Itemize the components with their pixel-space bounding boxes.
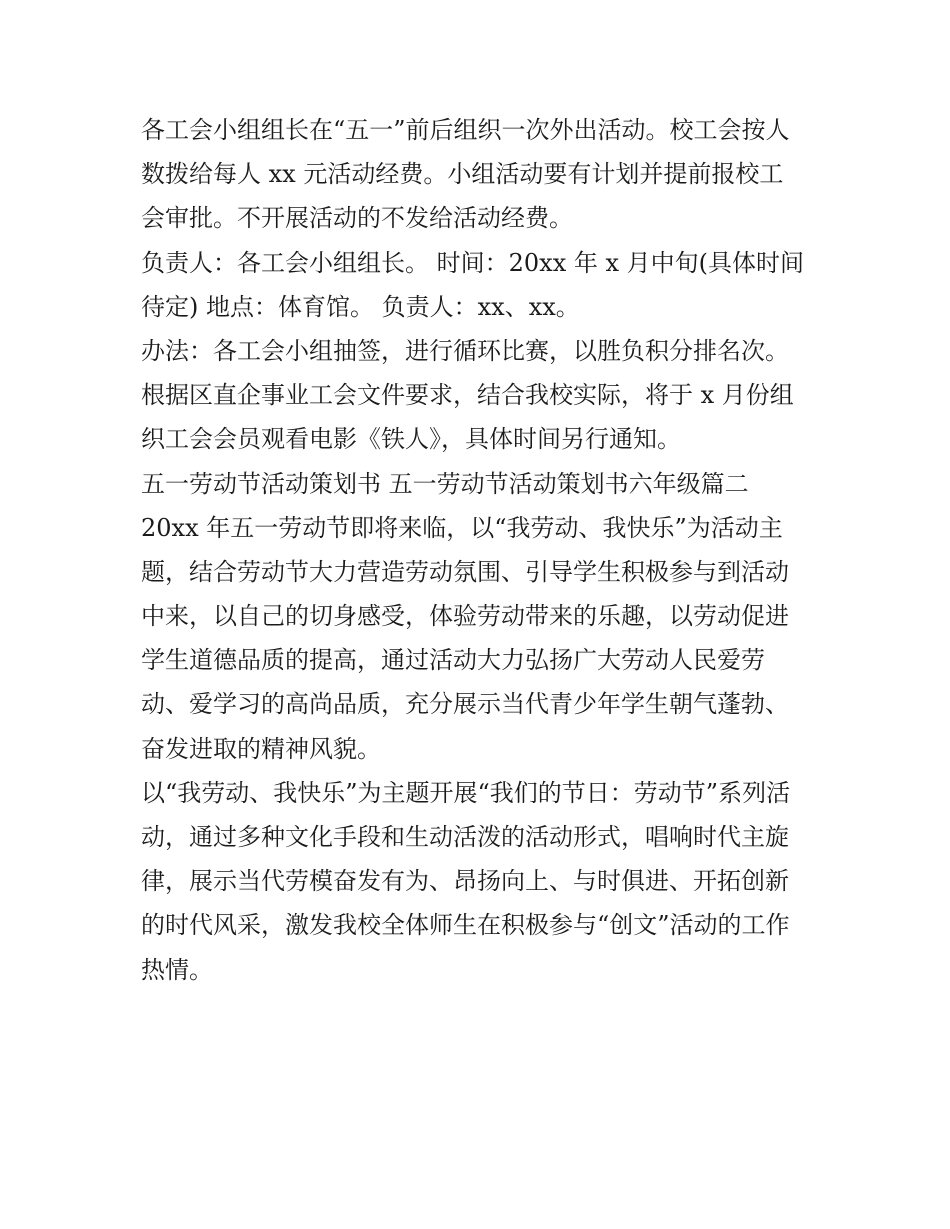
text-line: 题，结合劳动节大力营造劳动氛围、引导学生积极参与到活动 [141,557,789,586]
text-line: 学生道德品质的提高，通过活动大力弘扬广大劳动人民爱劳 [141,646,765,675]
text-line: 办法：各工会小组抽签，进行循环比赛，以胜负积分排名次。 [141,336,789,365]
text-line: 各工会小组组长在“五一”前后组织一次外出活动。校工会按人 [141,116,790,144]
text-line: 奋发进取的精神风貌。 [141,734,381,763]
text-line: 律，展示当代劳模奋发有为、昂扬向上、与时俱进、开拓创新 [141,867,789,896]
text-line: 动，通过多种文化手段和生动活泼的活动形式，唱响时代主旋 [141,823,789,851]
section-heading: 五一劳动节活动策划书 五一劳动节活动策划书六年级篇二 [141,469,749,498]
text-line: 中来，以自己的切身感受，体验劳动带来的乐趣，以劳动促进 [141,602,789,631]
text-line: 负责人：各工会小组组长。 时间：20xx 年 x 月中旬(具体时间 [141,248,805,277]
text-line: 的时代风采，激发我校全体师生在积极参与“创文”活动的工作 [141,911,790,940]
text-line: 数拨给每人 xx 元活动经费。小组活动要有计划并提前报校工 [141,160,784,189]
text-line: 动、爱学习的高尚品质，充分展示当代青少年学生朝气蓬勃、 [141,690,789,719]
text-line: 待定) 地点：体育馆。 负责人：xx、xx。 [141,292,580,321]
text-line: 织工会会员观看电影《铁人》，具体时间另行通知。 [141,425,681,454]
text-line: 20xx 年五一劳动节即将来临，以“我劳动、我快乐”为活动主 [141,513,783,542]
text-line: 热情。 [141,955,213,984]
text-line: 根据区直企事业工会文件要求，结合我校实际，将于 x 月份组 [141,381,794,410]
document-body [141,108,813,992]
text-line: 会审批。不开展活动的不发给活动经费。 [141,204,573,233]
text-line: 以“我劳动、我快乐”为主题开展“我们的节日：劳动节”系列活 [141,778,791,807]
